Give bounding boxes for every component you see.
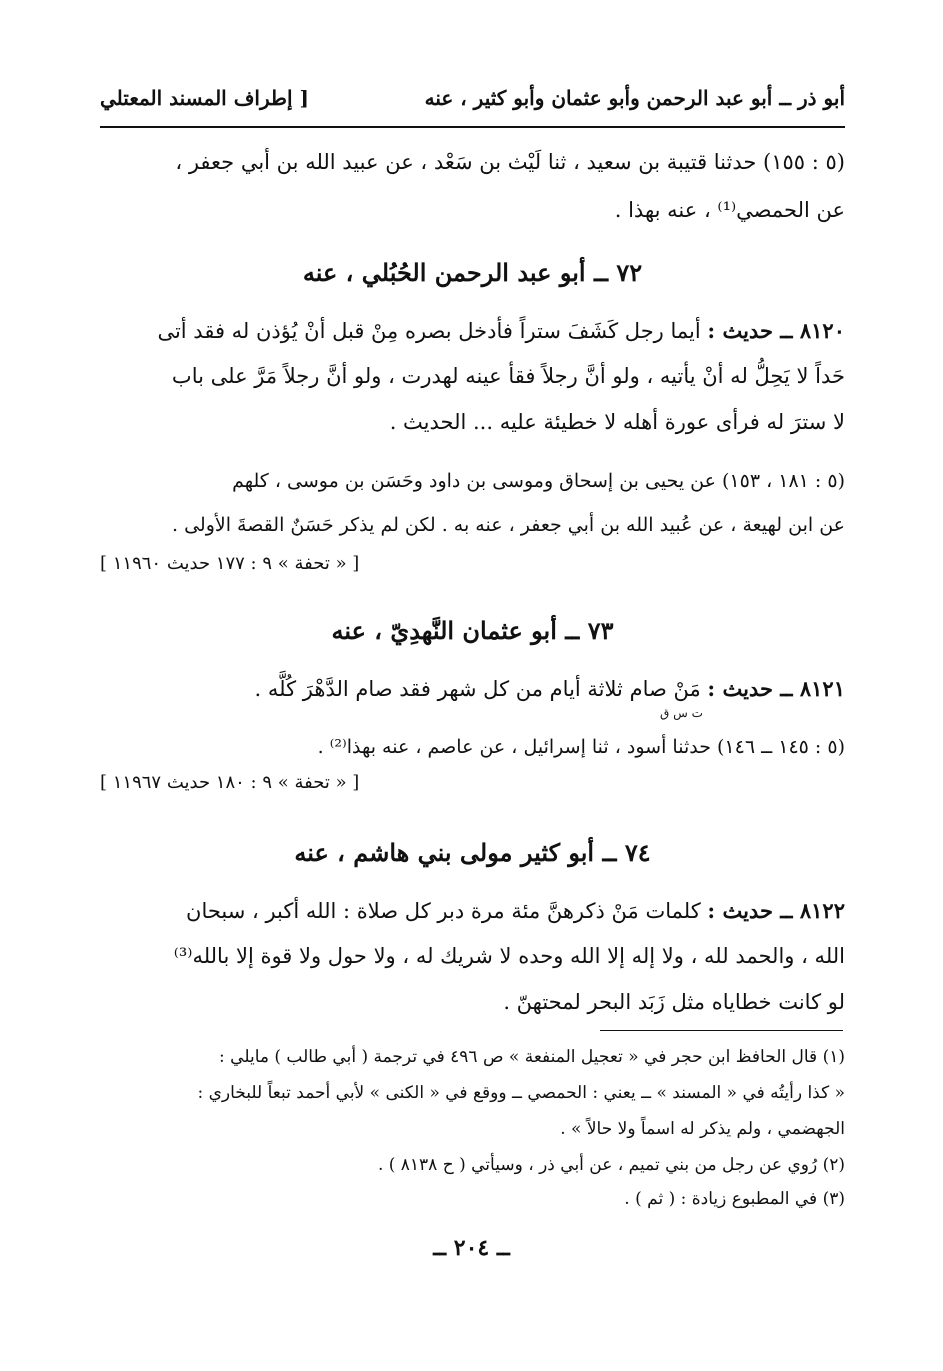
section-heading: ٧٤ ــ أبو كثير مولى بني هاشم ، عنه (294, 838, 651, 867)
hadith-text: أيما رجل كَشَفَ ستراً فأدخل بصره مِنْ قبل أنْ يُؤذن له فقد أتى (157, 319, 701, 343)
hadith-line: لا سترَ له فرأى عورة أهله لا خطيئة عليه ... الحديث . (389, 410, 845, 434)
footnote: (١) قال الحافظ ابن حجر في « تعجيل المنفعة » ص ٤٩٦ في ترجمة ( أبي طالب ) مايلي : (219, 1047, 845, 1067)
footnote: الجهضمي ، ولم يذكر له اسماً ولا حالاً » . (560, 1119, 845, 1139)
text-line: (٥ : ١٥٥) حدثنا قتيبة بن سعيد ، ثنا لَيْث بن سَعْد ، عن عبيد الله بن أبي جعفر ، (175, 150, 845, 174)
section-heading: ٧٣ ــ أبو عثمان النَّهدِيّ ، عنه (331, 616, 614, 645)
source-line: عن ابن لهيعة ، عن عُبيد الله بن أبي جعفر ، عنه به . لكن لم يذكر حَسَنٌ القصةَ الأولى . (172, 514, 845, 536)
header-title: أبو ذر ــ أبو عبد الرحمن وأبو عثمان وأبو كثير ، عنه (424, 86, 845, 110)
hadith-line: حَداً لا يَحِلُّ له أنْ يأتيه ، ولو أنَّ رجلاً فقأ عينه لهدرت ، ولو أنَّ رجلاً مَرَّ على باب (171, 364, 845, 388)
tuhfa-reference: [ « تحفة » ٩ : ١٨٠ حديث ١١٩٦٧ ] (100, 772, 360, 793)
hadith-line: الله ، والحمد لله ، ولا إله إلا الله وحده لا شريك له ، ولا حول ولا قوة إلا بالله⁽³⁾ (173, 944, 845, 968)
hadith-line: لو كانت خطاياه مثل زَبَد البحر لمحتهنّ . (503, 990, 845, 1014)
footnote-divider (600, 1030, 843, 1031)
header-book-title: [ إطراف المسند المعتلي (100, 86, 309, 110)
hadith-line (100, 898, 845, 923)
page-number: ــ ٢٠٤ ــ (433, 1235, 510, 1261)
hadith-number: ٨١٢١ ــ حديث : (707, 676, 845, 701)
footnote: « كذا رأيتُه في « المسند » ــ يعني : الحمصي ــ ووقع في « الكنى » لأبي أحمد تبعاً للبخاري : (197, 1083, 845, 1103)
footnote: (٢) رُوي عن رجل من بني تميم ، عن أبي ذر ، وسيأتي ( ح ٨١٣٨ ) . (377, 1155, 845, 1175)
sigla-marks: ت س ق (660, 706, 703, 720)
hadith-number: ٨١٢٢ ــ حديث : (707, 898, 845, 923)
source-line: (٥ : ١٨١ ، ١٥٣) عن يحيى بن إسحاق وموسى بن داود وحَسَن بن موسى ، كلهم (232, 470, 845, 492)
section-heading: ٧٢ ــ أبو عبد الرحمن الحُبُلي ، عنه (302, 258, 643, 287)
running-header (100, 82, 845, 128)
hadith-line (100, 318, 845, 343)
text-line: عن الحمصي⁽¹⁾ ، عنه بهذا . (614, 198, 845, 222)
footnote: (٣) في المطبوع زيادة : ( ثم ) . (624, 1189, 845, 1209)
hadith-line (100, 676, 845, 701)
hadith-text: كلمات مَنْ ذكرهنَّ مئة مرة دبر كل صلاة : الله أكبر ، سبحان (186, 899, 701, 923)
source-line: (٥ : ١٤٥ ــ ١٤٦) حدثنا أسود ، ثنا إسرائيل ، عن عاصم ، عنه بهذا⁽²⁾ . (317, 736, 845, 758)
tuhfa-reference: [ « تحفة » ٩ : ١٧٧ حديث ١١٩٦٠ ] (100, 553, 360, 574)
hadith-text: مَنْ صام ثلاثة أيام من كل شهر فقد صام الدَّهْرَ كُلَّه . (254, 677, 701, 701)
hadith-number: ٨١٢٠ ــ حديث : (707, 318, 845, 343)
